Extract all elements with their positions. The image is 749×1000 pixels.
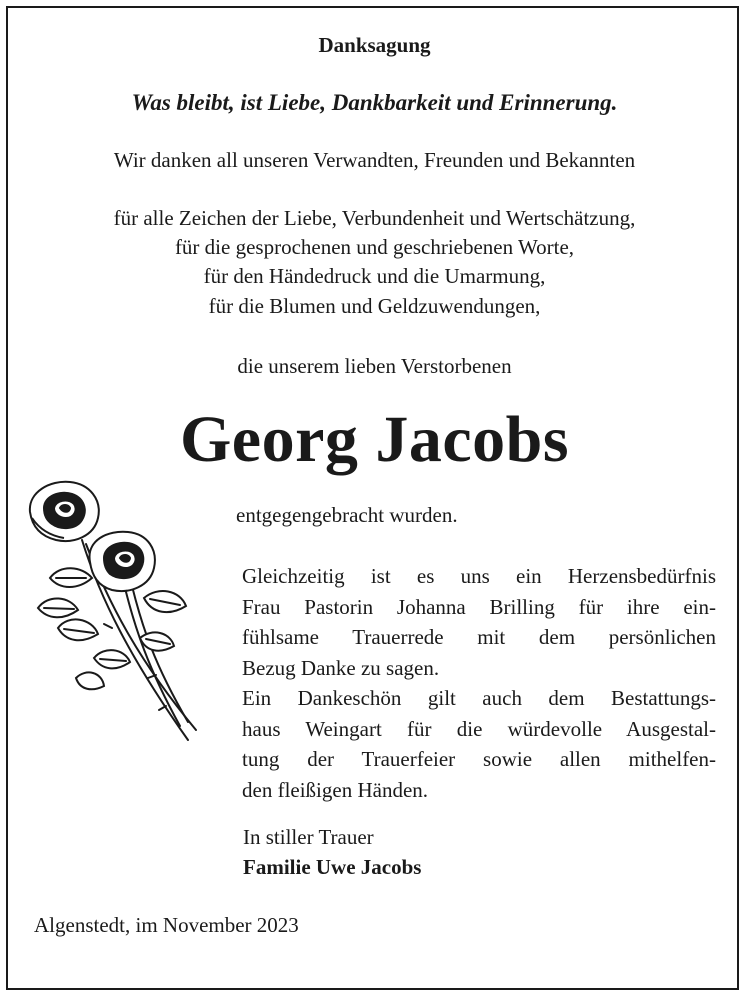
paragraph-line: Bezug Danke zu sagen. <box>242 655 440 680</box>
after-name-text: entgegengebracht wurden. <box>236 503 458 527</box>
paragraph-line: Ein Dankeschön gilt auch dem Bestattungs- <box>242 686 716 710</box>
paragraph-line: tung der Trauerfeier sowie allen mithelfen- <box>242 747 716 771</box>
deceased-intro: die unserem lieben Verstorbenen <box>237 354 512 378</box>
thanks-line-1: für alle Zeichen der Liebe, Verbundenheit und Wertschätzung, <box>113 206 636 230</box>
deceased-name: Georg Jacobs <box>179 403 570 476</box>
thanks-line-4: für die Blumen und Geldzuwendungen, <box>208 294 541 318</box>
thanks-intro: Wir danken all unseren Verwandten, Freunden und Bekannten <box>113 148 636 172</box>
paragraph-line: fühlsame Trauerrede mit dem persönlichen <box>242 625 716 649</box>
thanks-line-3: für den Händedruck und die Umarmung, <box>203 264 546 288</box>
thanks-line-2: für die gesprochenen und geschriebenen Worte, <box>174 235 575 259</box>
signature: Familie Uwe Jacobs <box>243 855 422 879</box>
paragraph-line: Frau Pastorin Johanna Brilling für ihre ein- <box>242 594 716 619</box>
place-date: Algenstedt, im November 2023 <box>34 913 299 937</box>
roses-icon <box>20 478 210 758</box>
paragraph-line: den fleißigen Händen. <box>242 777 429 802</box>
closing-text: In stiller Trauer <box>243 825 374 849</box>
paragraph-line: Gleichzeitig ist es uns ein Herzensbedürfnis <box>242 564 716 588</box>
gratitude-paragraph <box>242 561 716 805</box>
paragraph-line: haus Weingart für die würdevolle Ausgestal- <box>242 716 716 741</box>
motto: Was bleibt, ist Liebe, Dankbarkeit und Erinnerung. <box>131 90 618 115</box>
heading: Danksagung <box>318 33 431 57</box>
